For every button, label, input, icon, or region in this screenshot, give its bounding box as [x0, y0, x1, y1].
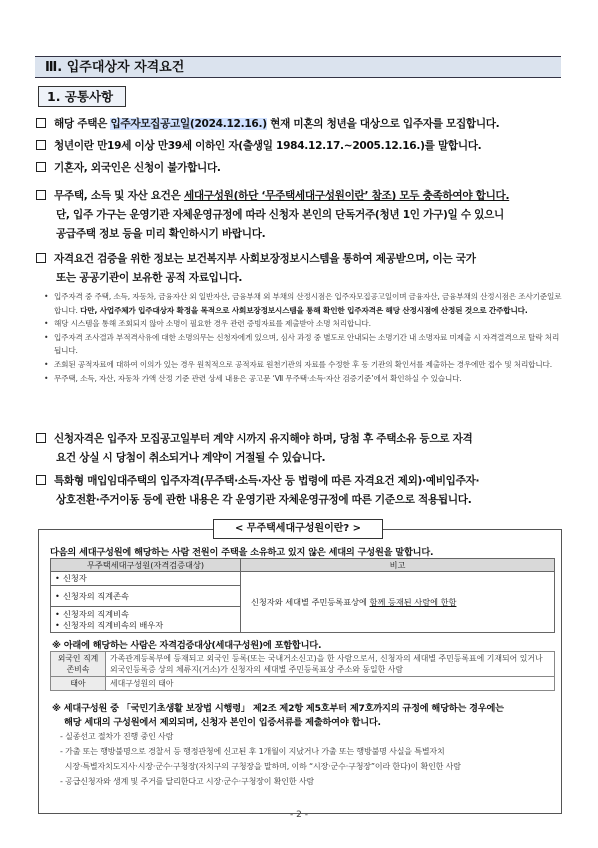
table-header-cell: 외국인 직계존비속 [51, 652, 106, 677]
paragraph-operator-rules: 특화형 매입임대주택의 입주자격(무주택·소득·자산 등 법령에 따른 자격요건 제외)·예비입주자· 상호전환·주거이동 등에 관한 내용은 각 운영기관 자체운영규정에 따른 기준으로 적용됩니다. [36, 472, 566, 510]
checkbox-square-icon [36, 140, 46, 150]
checkbox-square-icon [36, 253, 46, 263]
paragraph-recruitment-target: 해당 주택은 입주자모집공고일(2024.12.16.) 현재 미혼의 청년을 대상으로 입주자를 모집합니다. [36, 115, 566, 134]
note-item: • 입주자격 조사결과 부적격사유에 대한 소명의무는 신청자에게 있으며, 심사 과정 중 별도로 안내되는 소명기간 내 소명자료 미제출 시 자격결격으로 탈락 처리 됩니다. [44, 331, 564, 358]
paragraph-household-requirements: 무주택, 소득 및 자산 요건은 세대구성원(하단 ‘무주택세대구성원이란’ 참조) 모두 충족하여야 합니다. 단, 입주 가구는 운영기관 자체운영규정에 따라 신청자 본인의 단독거주(청년 1인 가구)일 수 있으니 공급주택 정보 등을 미리 확인하시기 바랍니다. [36, 187, 566, 244]
checkbox-square-icon [36, 433, 46, 443]
paragraph-youth-definition: 청년이란 만19세 이상 만39세 이하인 자(출생일 1984.12.17.~2005.12.16.)를 말합니다. [36, 137, 566, 156]
exclusion-item: - 공급신청자와 생계 및 주거를 달리한다고 시장·군수·구청장이 확인한 사람 [60, 777, 315, 786]
exclusion-item: 시장·특별자치도지사·시장·군수·구청장(자치구의 구청장을 말하며, 이하 “시장·군수·구청장”이라 한다)이 확인한 사람 [60, 762, 461, 771]
table-header: 무주택세대구성원(자격검증대상) [51, 559, 241, 572]
paragraph-verification-info: 자격요건 검증을 위한 정보는 보건복지부 사회보장정보시스템을 통하여 제공받으며, 이는 국가 또는 공공기관이 보유한 공적 자료입니다. [36, 250, 566, 288]
section-title: Ⅲ. 입주대상자 자격요건 [35, 56, 561, 78]
page-number: - 2 - [290, 810, 308, 820]
note-item: • 무주택, 소득, 자산, 자동차 가액 산정 기준 관련 상세 내용은 공고문 ‘Ⅶ 무주택·소득·자산 검증기준’에서 확인하실 수 있습니다. [44, 372, 564, 386]
box-label: < 무주택세대구성원이란? > [213, 519, 383, 539]
note-item: • 입주자격 중 주택, 소득, 자동차, 금융자산 외 일반자산, 금융부채 외 부채의 산정시점은 입주자모집공고일이며 금융자산, 금융부채의 산정시점은 조사기준일로 합니다. 다만, 사업주체가 입주대상자 확정을 목적으로 사회보장정보시스템을 통해 확인한 입주자격은 해당 산정시점에 산정된 것으로 간주합니다. [44, 290, 564, 317]
table-header-cell: 태아 [51, 677, 106, 691]
household-member-table [50, 558, 555, 633]
table-cell: 세대구성원의 태아 [106, 677, 555, 691]
subsection-title: 1. 공통사항 [38, 86, 126, 107]
exclusion-item: - 실종선고 절차가 진행 중인 사람 [60, 732, 174, 741]
table-cell: • 신청자 [51, 572, 241, 586]
checkbox-square-icon [36, 118, 46, 128]
table-cell: 가족관계등록부에 등재되고 외국인 등록(또는 국내거소신고)을 한 사람으로서, 신청자의 세대별 주민등록표에 기재되어 있거나 외국인등록증 상의 체류지(거소)가 신청자의 세대별 주민등록표상 주소와 동일한 사람 [106, 652, 555, 677]
note-item: • 해당 시스템을 통해 조회되지 않아 소명이 필요한 경우 관련 증빙자료를 제출받아 소명 처리합니다. [44, 317, 564, 331]
note-item: • 조회된 공적자료에 대하여 이의가 있는 경우 원칙적으로 공적자료 원천기관의 자료를 수정한 후 동 기관의 확인서를 제출하는 경우에만 접수 및 처리합니다. [44, 358, 564, 372]
table-note-cell: 신청자와 세대별 주민등록표상에 함께 등재된 사람에 한함 [241, 572, 555, 633]
inclusion-note: ※ 아래에 해당하는 사람은 자격검증대상(세대구성원)에 포함합니다. [52, 640, 322, 651]
checkbox-square-icon [36, 190, 46, 200]
exclusion-note: ※ 세대구성원 중 「국민기초생활 보장법 시행령」 제2조 제2항 제5호부터 제7호까지의 규정에 해당하는 경우에는 해당 세대의 구성원에서 제외되며, 신청자 본인이 입증서류를 제출하여야 합니다. [52, 703, 504, 728]
paragraph-ineligible: 기혼자, 외국인은 신청이 불가합니다. [36, 159, 566, 178]
table-cell: • 신청자의 직계비속 • 신청자의 직계비속의 배우자 [51, 607, 241, 633]
notes-list [44, 290, 564, 385]
table-cell: • 신청자의 직계존속 [51, 586, 241, 607]
paragraph-eligibility-maintenance: 신청자격은 입주자 모집공고일부터 계약 시까지 유지해야 하며, 당첨 후 주택소유 등으로 자격 요건 상실 시 당첨이 취소되거나 계약이 거절될 수 있습니다. [36, 430, 566, 468]
checkbox-square-icon [36, 475, 46, 485]
exclusion-item: - 가출 또는 행방불명으로 경찰서 등 행정관청에 신고된 후 1개월이 지났거나 가출 또는 행방불명 사실을 특별자치 [60, 747, 445, 756]
checkbox-square-icon [36, 162, 46, 172]
inclusion-table [50, 651, 555, 691]
box-intro: 다음의 세대구성원에 해당하는 사람 전원이 주택을 소유하고 있지 않은 세대의 구성원을 말합니다. [50, 547, 434, 558]
table-header: 비고 [241, 559, 555, 572]
